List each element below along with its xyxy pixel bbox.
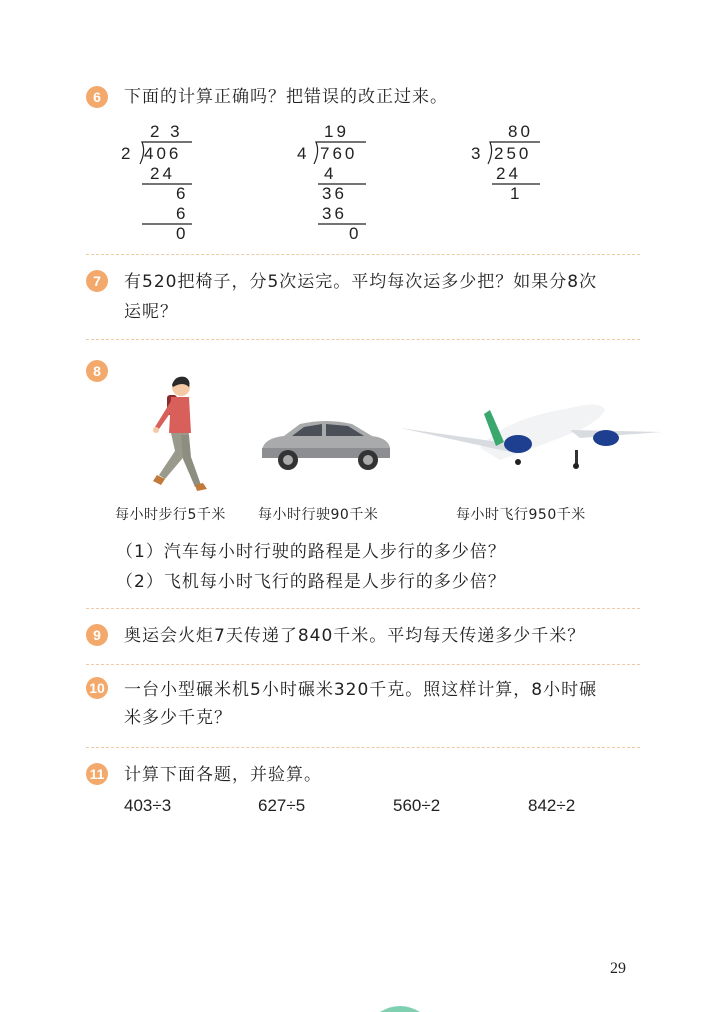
bottom-decoration — [380, 1004, 420, 1012]
step-product: 6 — [176, 204, 189, 223]
question-10-line-2: 米多少千克？ — [124, 708, 232, 728]
caption-plane: 每小时飞行950千米 — [456, 507, 586, 523]
divisor: 2 — [121, 144, 134, 163]
final-remainder: 0 — [349, 224, 362, 243]
page-number: 29 — [610, 960, 626, 977]
step-remainder: 6 — [176, 184, 189, 203]
section-divider — [86, 608, 640, 609]
question-7-line-2: 运呢？ — [124, 302, 178, 322]
exercise-4: 842÷2 — [528, 796, 576, 815]
step-remainder: 36 — [322, 184, 347, 203]
final-remainder: 1 — [510, 184, 523, 203]
question-9-text: 奥运会火炬7天传递了840千米。平均每天传递多少千米？ — [124, 626, 586, 646]
step-product: 24 — [150, 164, 175, 183]
exercise-1: 403÷3 — [124, 796, 172, 815]
dividend: 760 — [320, 144, 358, 163]
section-divider — [86, 254, 640, 255]
walking-person-illustration — [145, 375, 215, 495]
question-8-badge: 8 — [86, 360, 108, 382]
caption-walking: 每小时步行5千米 — [115, 507, 226, 523]
car-illustration — [256, 418, 396, 473]
step-product: 4 — [324, 164, 337, 183]
airplane-illustration — [400, 390, 665, 480]
quotient: 19 — [324, 122, 349, 141]
question-6-text: 下面的计算正确吗？把错误的改正过来。 — [124, 87, 448, 107]
final-remainder: 0 — [176, 224, 189, 243]
exercise-2: 627÷5 — [258, 796, 306, 815]
question-10-badge: 10 — [86, 677, 108, 699]
section-divider — [86, 664, 640, 665]
section-divider — [86, 339, 640, 340]
question-10-line-1: 一台小型碾米机5小时碾米320千克。照这样计算，8小时碾 — [124, 680, 598, 700]
question-11-badge: 11 — [86, 763, 108, 785]
question-7-badge: 7 — [86, 270, 108, 292]
question-11-text: 计算下面各题，并验算。 — [124, 765, 322, 785]
caption-car: 每小时行驶90千米 — [258, 507, 379, 523]
dividend: 406 — [144, 144, 182, 163]
question-7-line-1: 有520把椅子，分5次运完。平均每次运多少把？如果分8次 — [124, 272, 598, 292]
question-8-sub-1: （1）汽车每小时行驶的路程是人步行的多少倍？ — [116, 542, 506, 562]
question-9-badge: 9 — [86, 624, 108, 646]
divisor: 4 — [297, 144, 310, 163]
quotient: 80 — [508, 122, 533, 141]
question-6-badge: 6 — [86, 86, 108, 108]
question-8-sub-2: （2）飞机每小时飞行的路程是人步行的多少倍？ — [116, 572, 506, 592]
section-divider — [86, 747, 640, 748]
step-product: 36 — [322, 204, 347, 223]
quotient: 2 3 — [150, 122, 183, 141]
step-product: 24 — [496, 164, 521, 183]
divisor: 3 — [471, 144, 484, 163]
exercise-3: 560÷2 — [393, 796, 441, 815]
dividend: 250 — [494, 144, 532, 163]
